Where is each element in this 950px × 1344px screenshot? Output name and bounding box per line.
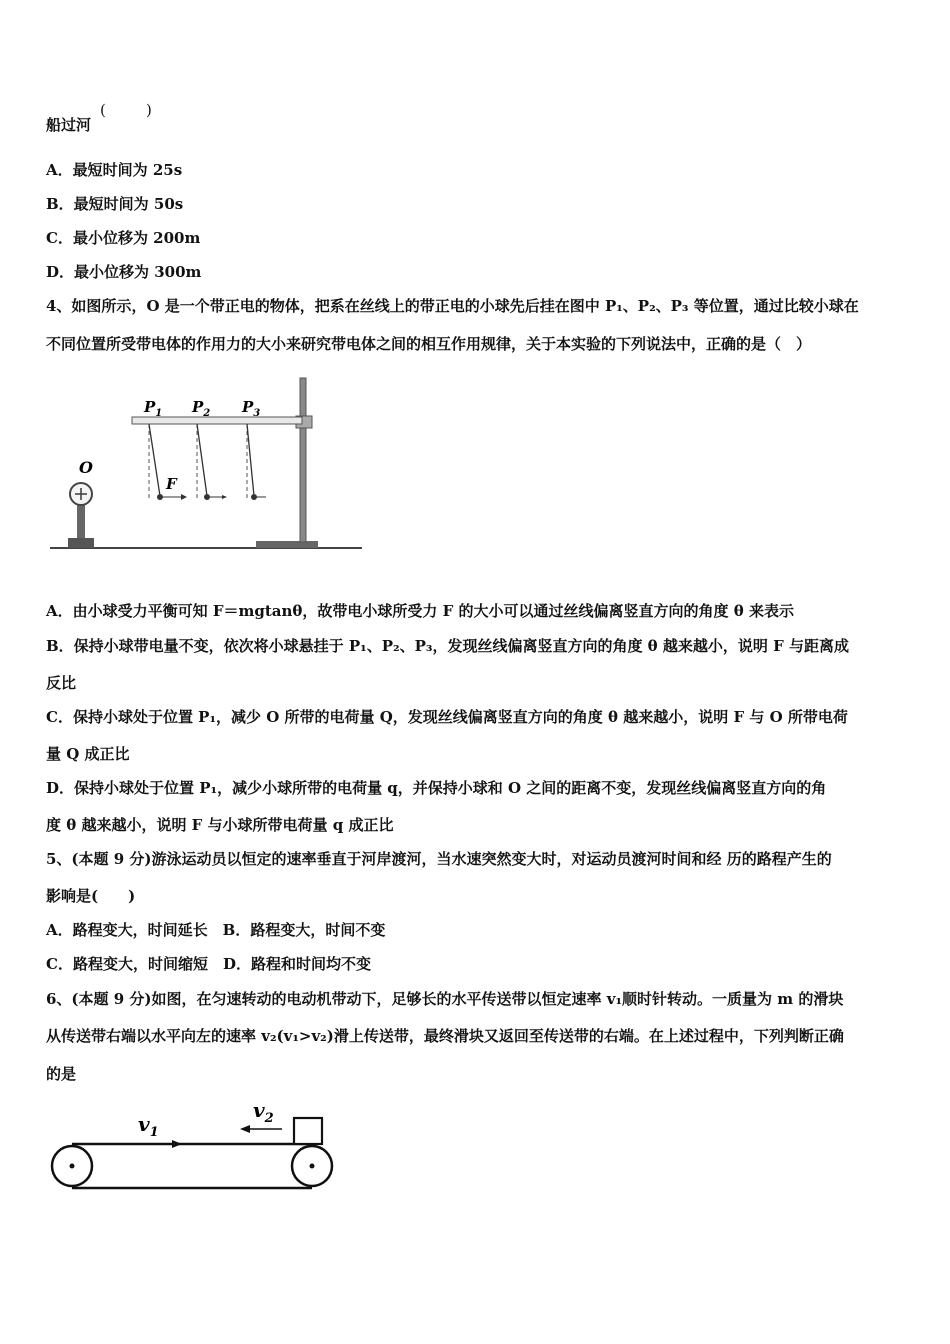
- ball-1: [157, 494, 163, 500]
- q3-answer-paren-close: ): [146, 101, 152, 119]
- label-p2: $P_2$: [192, 398, 211, 419]
- q4-stem-line-2: 不同位置所受带电体的作用力的大小来研究带电体之间的相互作用规律，关于本实验的下列说法中，正确的是（ ）: [46, 335, 812, 353]
- q4-option-c-line-2: 量 Q 成正比: [46, 745, 130, 763]
- label-v2: $v_2$: [253, 1098, 274, 1126]
- thread-2: [197, 424, 207, 496]
- right-pulley-axle: [310, 1164, 315, 1169]
- q4-option-b-line-2: 反比: [46, 674, 77, 692]
- v1-arrow-head: [172, 1140, 182, 1148]
- q4-option-a: A．由小球受力平衡可知 F＝mgtanθ，故带电小球所受力 F 的大小可以通过丝线偏离竖直方向的角度 θ 来表示: [46, 602, 794, 620]
- q5-options-ab: A．路程变大，时间延长 B．路程变大，时间不变: [46, 921, 386, 939]
- q5-stem-line-2: 影响是( ): [46, 887, 136, 905]
- q3-stem-tail: 船过河: [46, 116, 92, 134]
- iron-stand-pole: [300, 378, 306, 542]
- slider-block: [294, 1118, 322, 1144]
- q4-option-c-line-1: C．保持小球处于位置 P₁，减少 O 所带的电荷量 Q，发现丝线偏离竖直方向的角度 θ 越来越小，说明 F 与 O 所带电荷: [46, 708, 848, 726]
- q5-stem-line-1: 5、(本题 9 分)游泳运动员以恒定的速率垂直于河岸渡河，当水速突然变大时，对运动员渡河时间和经 历的路程产生的: [46, 850, 832, 868]
- q3-option-c: C．最小位移为 200m: [46, 229, 201, 247]
- q3-option-d: D．最小位移为 300m: [46, 263, 202, 281]
- q4-figure: [46, 372, 366, 557]
- q4-option-d-line-1: D．保持小球处于位置 P₁，减少小球所带的电荷量 q，并保持小球和 O 之间的距离不变，发现丝线偏离竖直方向的角: [46, 779, 827, 797]
- q6-stem-line-1: 6、(本题 9 分)如图，在匀速转动的电动机带动下，足够长的水平传送带以恒定速率 v₁顺时针转动。一质量为 m 的滑块: [46, 990, 844, 1008]
- label-p1: $P_1$: [144, 398, 163, 419]
- q6-figure: [46, 1098, 346, 1198]
- v2-arrow-head: [240, 1125, 250, 1133]
- q3-answer-paren-open: (: [100, 101, 106, 119]
- q4-option-b-line-1: B．保持小球带电量不变，依次将小球悬挂于 P₁、P₂、P₃，发现丝线偏离竖直方向的角度 θ 越来越小，说明 F 与距离成: [46, 637, 849, 655]
- o-stand-post: [77, 504, 85, 538]
- q4-stem-line-1: 4、如图所示，O 是一个带正电的物体，把系在丝线上的带正电的小球先后挂在图中 P₁、P₂、P₃ 等位置，通过比较小球在: [46, 297, 859, 315]
- force-arrow-head: [181, 494, 187, 500]
- iron-stand-base: [256, 541, 318, 548]
- q6-stem-line-2: 从传送带右端以水平向左的速率 v₂(v₁>v₂)滑上传送带，最终滑块又返回至传送带的右端。在上述过程中，下列判断正确: [46, 1027, 844, 1045]
- ball-2: [204, 494, 210, 500]
- q3-option-a: A．最短时间为 25s: [46, 161, 183, 179]
- q4-option-d-line-2: 度 θ 越来越小，说明 F 与小球所带电荷量 q 成正比: [46, 816, 394, 834]
- label-p3: $P_3$: [242, 398, 261, 419]
- label-f: F: [166, 475, 177, 493]
- left-pulley-axle: [70, 1164, 75, 1169]
- label-v1: $v_1$: [138, 1112, 159, 1140]
- q6-stem-line-3: 的是: [46, 1065, 77, 1083]
- label-o: O: [79, 458, 93, 477]
- thread-3: [247, 424, 254, 496]
- thread-1: [149, 424, 160, 496]
- q5-options-cd: C．路程变大，时间缩短 D．路程和时间均不变: [46, 955, 371, 973]
- q3-option-b: B．最短时间为 50s: [46, 195, 184, 213]
- o-stand-base: [68, 538, 94, 548]
- ball-3: [251, 494, 257, 500]
- force-arrow-2-head: [222, 495, 227, 499]
